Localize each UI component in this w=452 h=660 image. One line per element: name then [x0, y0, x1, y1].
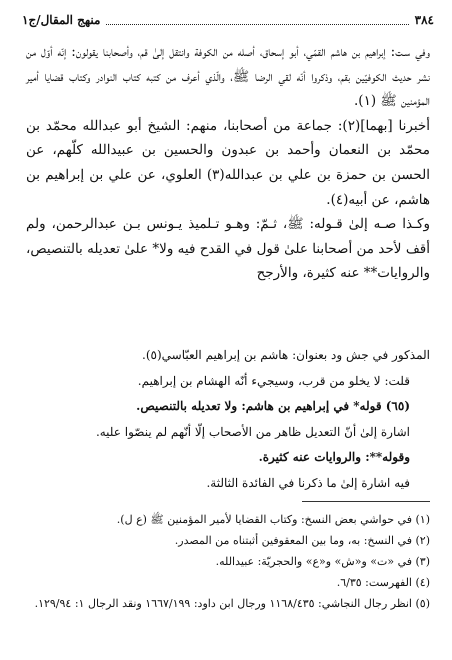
header-dotted-leader [106, 16, 408, 25]
page-number: ٣٨٤ [414, 13, 434, 27]
commentary-line: المذكور في جش ود بعنوان: هاشم بن إبراهيم العبّاسي(٥). [142, 348, 430, 362]
page-header [22, 11, 434, 29]
footnote: (٤) الفهرست: ٦/٣٥. [336, 576, 430, 589]
commentary-line: قلت: لا يخلو من قرب، وسيجيء أنّه الهشام بن إبراهيم. [137, 373, 410, 388]
paragraph: أخبرنا [بهما](٢): جماعة من أصحابنا، منهم: الشيخ أبو عبدالله محمّد بن محمّد بن النعمان وأحمد بن عبدون والحسين بن عبيدالله كلّهم، عن الحسن بن حمزة بن علي بن عبدالله(٣) العلوي، عن علي بن إبراهيم بن هاشم، عن أبيه(٤). [26, 117, 430, 208]
footnote: (١) في حواشي بعض النسخ: وكتاب القضايا لأمير المؤمنين ﷺ (ع ل). [116, 513, 430, 526]
paragraph: وكـذا صـه إلىٰ قـوله: ﷺ، ثـمّ: وهـو تـلميذ يـونس بـن عبدالرحمن، ولم أقف لأحد من أصحابنا علىٰ قول في القدح فيه ولا* علىٰ تعديله بالتنصيص، والروايات** عنه كثيرة، والأرجح [26, 216, 430, 282]
footnote: (٥) انظر رجال النجاشي: ١١٦٨/٤٣٥ ورجال ابن داود: ١٦٦٧/١٩٩ ونقد الرجال ١: ١٢٩/٩٤. [34, 597, 430, 610]
commentary-line: فيه اشارة إلىٰ ما ذكرنا في الفائدة الثالثة. [206, 475, 410, 490]
footnote: (٣) في «ت» و«ش» و«ع» والحجريّة: عبيدالله. [215, 555, 430, 568]
footnote: (٢) في النسخ: به، وما بين المعقوفين أثبتناه من المصدر. [174, 534, 430, 547]
running-title: منهج المقال/ج١ [22, 13, 101, 27]
commentary-heading: وقوله**: والروايات عنه كثيرة. [258, 450, 410, 464]
commentary-line: اشارة إلىٰ أنّ التعديل ظاهر من الأصحاب إلّا أنّهم لم ينصّوا عليه. [95, 424, 410, 439]
footnotes [22, 509, 430, 614]
commentary-heading: (٦٥) قوله* في إبراهيم بن هاشم: ولا تعديله بالتنصيص. [136, 399, 410, 413]
main-text [26, 40, 430, 286]
commentary-notes [26, 343, 430, 496]
paragraph: وفي سـت: إبراهيم بن هاشم القمّي، أبو إسحاق، أصله من الكوفة وانتقل إلىٰ قم، وأصحابنا يقولون: إنّه أوّل من نشر حديث الكوفيّين بقم، وذكروا أنّه لقي الرضا ﷺ، والّذي أعرف من كتبه كتاب النوادر وكتاب قضايا أمير المؤمنين ﷺ (١). [26, 44, 430, 110]
footnote-separator [302, 501, 430, 502]
